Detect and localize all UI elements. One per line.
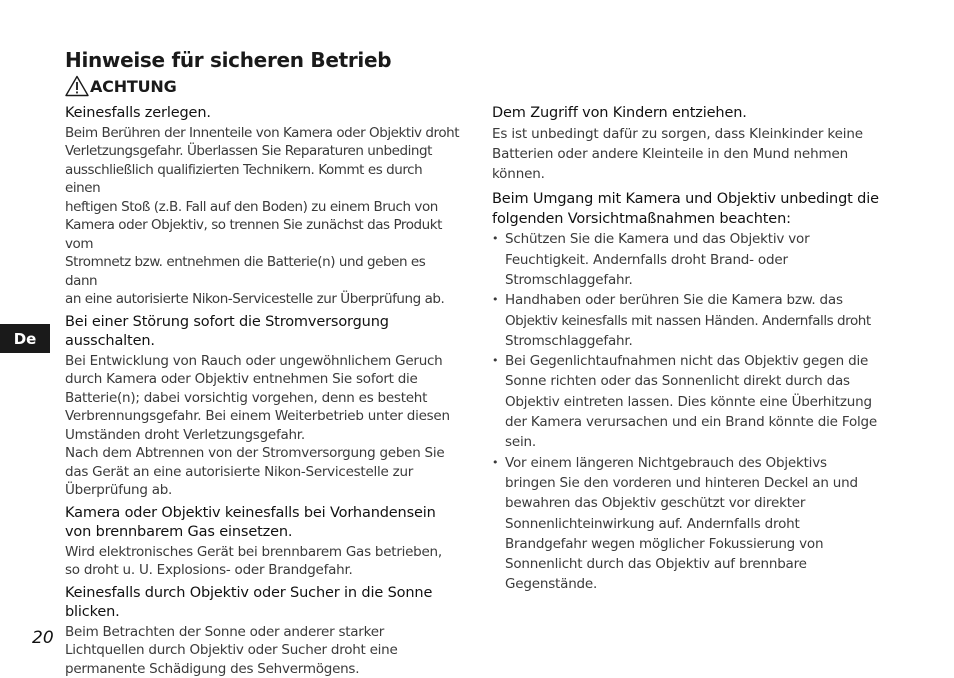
- section-flammable-gas: [65, 504, 461, 580]
- warning-triangle-icon: [65, 75, 89, 97]
- body-line: Verbrennungsgefahr. Bei einem Weiterbetrieb unter diesen: [65, 407, 461, 426]
- body-line: Stromnetz bzw. entnehmen die Batterie(n) und geben es dann: [65, 253, 461, 290]
- body-line: Verletzungsgefahr. Überlassen Sie Reparaturen unbedingt: [65, 142, 461, 161]
- body-line: können.: [492, 164, 892, 184]
- warning-label: ACHTUNG: [90, 77, 177, 96]
- body-line: das Gerät an eine autorisierte Nikon-Servicestelle zur: [65, 463, 461, 482]
- precautions-list: [492, 229, 892, 594]
- section-heading: Keinesfalls durch Objektiv oder Sucher in die Sonne blicken.: [65, 584, 461, 623]
- body-line: Beim Betrachten der Sonne oder anderer starker: [65, 623, 461, 642]
- body-line: so droht u. U. Explosions- oder Brandgefahr.: [65, 561, 461, 580]
- body-line: Überprüfung ab.: [65, 481, 461, 500]
- section-heading: Kamera oder Objektiv keinesfalls bei Vorhandensein von brennbarem Gas einsetzen.: [65, 504, 461, 543]
- section-body: [492, 124, 892, 185]
- section-heading: Dem Zugriff von Kindern entziehen.: [492, 104, 892, 124]
- list-item: • Schützen Sie die Kamera und das Objektiv vor Feuchtigkeit. Andernfalls droht Brand- oder Stromschlaggefahr.: [492, 229, 892, 290]
- body-line: Umständen droht Verletzungsgefahr.: [65, 426, 461, 445]
- body-line: Bei Entwicklung von Rauch oder ungewöhnlichem Geruch: [65, 352, 461, 371]
- section-body: [65, 352, 461, 500]
- section-body: [65, 124, 461, 309]
- body-line: Es ist unbedingt dafür zu sorgen, dass Kleinkinder keine: [492, 124, 892, 144]
- body-line: ausschließlich qualifizierten Technikern. Kommt es durch einen: [65, 161, 461, 198]
- section-heading: Bei einer Störung sofort die Stromversorgung ausschalten.: [65, 313, 461, 352]
- page-number: 20: [32, 628, 54, 648]
- body-line: permanente Schädigung des Sehvermögens.: [65, 660, 461, 678]
- language-tab: De: [0, 324, 50, 353]
- left-column: [65, 104, 461, 678]
- section-body: [65, 623, 461, 678]
- list-item: • Bei Gegenlichtaufnahmen nicht das Objektiv gegen die Sonne richten oder das Sonnenlicht direkt durch das Objektiv eintreten lassen. Dies könnte eine Überhitzung der Kamera verursachen und ein Brand könnte die Folge sein.: [492, 351, 892, 452]
- section-body: [65, 543, 461, 580]
- body-line: heftigen Stoß (z.B. Fall auf den Boden) zu einem Bruch von: [65, 198, 461, 217]
- body-line: Wird elektronisches Gerät bei brennbarem Gas betrieben,: [65, 543, 461, 562]
- page-title: Hinweise für sicheren Betrieb: [65, 48, 391, 72]
- section-sun: [65, 584, 461, 678]
- section-precautions: [492, 190, 892, 594]
- body-line: an eine autorisierte Nikon-Servicestelle zur Überprüfung ab.: [65, 290, 461, 309]
- body-line: Batterie(n); dabei vorsichtig vorgehen, denn es besteht: [65, 389, 461, 408]
- right-column: [492, 104, 892, 595]
- list-item: • Handhaben oder berühren Sie die Kamera bzw. das Objektiv keinesfalls mit nassen Händen. Andernfalls droht Stromschlaggefahr.: [492, 290, 892, 351]
- body-line: Lichtquellen durch Objektiv oder Sucher droht eine: [65, 641, 461, 660]
- body-line: Nach dem Abtrennen von der Stromversorgung geben Sie: [65, 444, 461, 463]
- section-disassembly: [65, 104, 461, 309]
- section-power-off: [65, 313, 461, 500]
- list-item: • Vor einem längeren Nichtgebrauch des Objektivs bringen Sie den vorderen und hinteren Deckel an und bewahren das Objektiv geschützt vor direkter Sonnenlichteinwirkung auf. Andernfalls droht Brandgefahr wegen möglicher Fokussierung von Sonnenlicht durch das Objektiv auf brennbare Gegenstände.: [492, 453, 892, 595]
- warning-header: [65, 74, 177, 98]
- section-heading: Beim Umgang mit Kamera und Objektiv unbedingt die folgenden Vorsichtmaßnahmen beachten:: [492, 190, 892, 229]
- body-line: Kamera oder Objektiv, so trennen Sie zunächst das Produkt vom: [65, 216, 461, 253]
- body-line: Batterien oder andere Kleinteile in den Mund nehmen: [492, 144, 892, 164]
- section-children: [492, 104, 892, 184]
- body-line: durch Kamera oder Objektiv entnehmen Sie sofort die: [65, 370, 461, 389]
- body-line: Beim Berühren der Innenteile von Kamera oder Objektiv droht: [65, 124, 461, 143]
- section-heading: Keinesfalls zerlegen.: [65, 104, 461, 124]
